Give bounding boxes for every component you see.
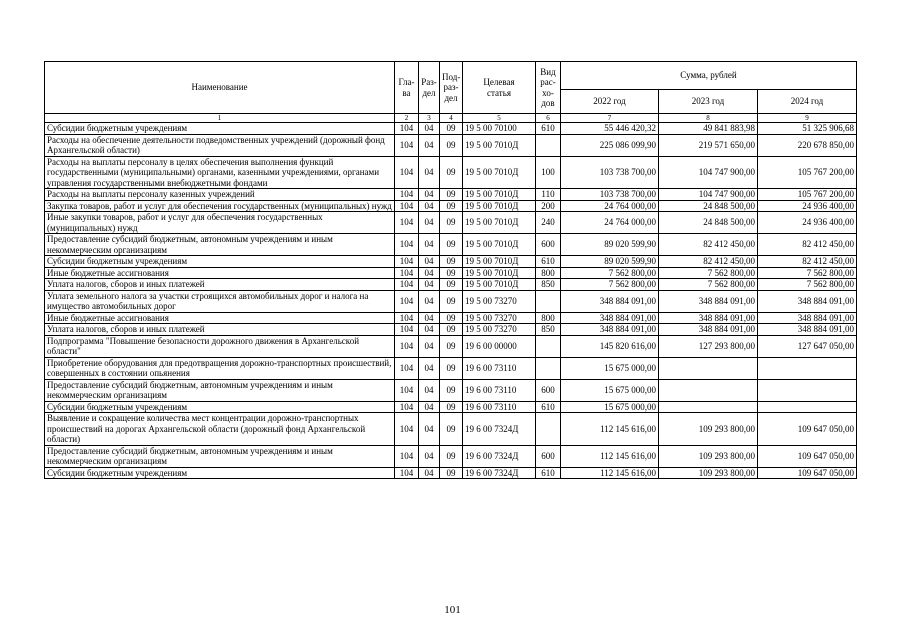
row-glava: 104 (395, 267, 419, 279)
row-glava: 104 (395, 324, 419, 336)
row-vid-rashodov: 240 (536, 212, 561, 234)
row-name: Предоставление субсидий бюджетным, автономным учреждениям и иным некоммерческим организациям (45, 234, 395, 256)
row-razdel: 04 (419, 189, 440, 201)
row-name: Субсидии бюджетным учреждениям (45, 123, 395, 135)
row-name: Расходы на выплаты персоналу в целях обеспечения выполнения функций государственными (муниципальными) органами, казенными учреждениями, органами управления государственными внебюджетными фондами (45, 156, 395, 189)
table-row (45, 256, 857, 268)
row-glava: 104 (395, 290, 419, 312)
table-row (45, 134, 857, 156)
table-row (45, 335, 857, 357)
row-glava: 104 (395, 256, 419, 268)
column-number: 6 (536, 114, 561, 123)
row-sum-2024: 24 936 400,00 (758, 200, 857, 212)
table-row (45, 123, 857, 135)
row-vid-rashodov: 110 (536, 189, 561, 201)
row-sum-2023: 109 293 800,00 (659, 445, 758, 467)
table-row (45, 234, 857, 256)
table-row (45, 324, 857, 336)
header-year-2024: 2024 год (758, 90, 857, 114)
row-sum-2022: 112 145 616,00 (561, 467, 659, 479)
row-podrazdel: 09 (440, 267, 463, 279)
row-podrazdel: 09 (440, 312, 463, 324)
row-razdel: 04 (419, 401, 440, 413)
header-vid-rashodov: Вид рас- хо- дов (536, 62, 561, 114)
row-celevaya-statya: 19 5 00 7010Д (463, 279, 536, 291)
row-celevaya-statya: 19 6 00 00000 (463, 335, 536, 357)
row-razdel: 04 (419, 279, 440, 291)
row-glava: 104 (395, 413, 419, 446)
row-razdel: 04 (419, 379, 440, 401)
table-row (45, 212, 857, 234)
row-podrazdel: 09 (440, 445, 463, 467)
row-razdel: 04 (419, 445, 440, 467)
row-name: Субсидии бюджетным учреждениям (45, 401, 395, 413)
row-celevaya-statya: 19 6 00 73110 (463, 357, 536, 379)
row-vid-rashodov (536, 335, 561, 357)
column-number: 9 (758, 114, 857, 123)
row-podrazdel: 09 (440, 290, 463, 312)
header-razdel: Раз- дел (419, 62, 440, 114)
row-podrazdel: 09 (440, 234, 463, 256)
row-vid-rashodov: 800 (536, 312, 561, 324)
row-sum-2022: 89 020 599,90 (561, 256, 659, 268)
table-row (45, 467, 857, 479)
row-sum-2022: 15 675 000,00 (561, 357, 659, 379)
row-celevaya-statya: 19 5 00 7010Д (463, 156, 536, 189)
row-sum-2024: 109 647 050,00 (758, 467, 857, 479)
row-sum-2024: 82 412 450,00 (758, 256, 857, 268)
row-razdel: 04 (419, 413, 440, 446)
row-glava: 104 (395, 335, 419, 357)
row-razdel: 04 (419, 290, 440, 312)
row-sum-2022: 112 145 616,00 (561, 445, 659, 467)
row-name: Подпрограмма "Повышение безопасности дорожного движения в Архангельской области" (45, 335, 395, 357)
row-vid-rashodov: 600 (536, 445, 561, 467)
row-podrazdel: 09 (440, 379, 463, 401)
row-celevaya-statya: 19 5 00 7010Д (463, 212, 536, 234)
row-sum-2023 (659, 379, 758, 401)
table-row (45, 445, 857, 467)
row-podrazdel: 09 (440, 324, 463, 336)
row-sum-2023: 109 293 800,00 (659, 467, 758, 479)
row-name: Закупка товаров, работ и услуг для обеспечения государственных (муниципальных) нужд (45, 200, 395, 212)
row-name: Уплата налогов, сборов и иных платежей (45, 324, 395, 336)
row-podrazdel: 09 (440, 413, 463, 446)
row-razdel: 04 (419, 324, 440, 336)
row-celevaya-statya: 19 6 00 73110 (463, 379, 536, 401)
row-sum-2023 (659, 357, 758, 379)
row-glava: 104 (395, 200, 419, 212)
table-row (45, 156, 857, 189)
header-celevaya-statya: Целевая статья (463, 62, 536, 114)
header-podrazdel: Под- раз- дел (440, 62, 463, 114)
row-celevaya-statya: 19 5 00 7010Д (463, 267, 536, 279)
row-sum-2024: 105 767 200,00 (758, 156, 857, 189)
row-sum-2024: 109 647 050,00 (758, 413, 857, 446)
budget-table (44, 61, 857, 479)
row-sum-2024: 127 647 050,00 (758, 335, 857, 357)
row-glava: 104 (395, 379, 419, 401)
row-sum-2023: 24 848 500,00 (659, 200, 758, 212)
row-celevaya-statya: 19 5 00 7010Д (463, 189, 536, 201)
row-name: Расходы на выплаты персоналу казенных учреждений (45, 189, 395, 201)
row-sum-2023: 104 747 900,00 (659, 156, 758, 189)
row-celevaya-statya: 19 6 00 7324Д (463, 413, 536, 446)
row-sum-2024: 24 936 400,00 (758, 212, 857, 234)
row-podrazdel: 09 (440, 212, 463, 234)
row-podrazdel: 09 (440, 156, 463, 189)
row-sum-2024: 105 767 200,00 (758, 189, 857, 201)
row-sum-2024: 7 562 800,00 (758, 267, 857, 279)
row-glava: 104 (395, 212, 419, 234)
table-row (45, 357, 857, 379)
row-podrazdel: 09 (440, 335, 463, 357)
row-podrazdel: 09 (440, 467, 463, 479)
column-number: 1 (45, 114, 395, 123)
row-sum-2023: 7 562 800,00 (659, 267, 758, 279)
row-sum-2022: 348 884 091,00 (561, 290, 659, 312)
row-sum-2023: 348 884 091,00 (659, 324, 758, 336)
row-sum-2022: 7 562 800,00 (561, 267, 659, 279)
row-razdel: 04 (419, 357, 440, 379)
row-vid-rashodov: 200 (536, 200, 561, 212)
row-razdel: 04 (419, 212, 440, 234)
row-podrazdel: 09 (440, 200, 463, 212)
row-name: Иные бюджетные ассигнования (45, 312, 395, 324)
row-vid-rashodov: 610 (536, 256, 561, 268)
row-sum-2022: 89 020 599,90 (561, 234, 659, 256)
row-sum-2022: 24 764 000,00 (561, 212, 659, 234)
row-glava: 104 (395, 189, 419, 201)
row-celevaya-statya: 19 6 00 7324Д (463, 467, 536, 479)
row-sum-2024 (758, 357, 857, 379)
page-number: 101 (444, 604, 461, 616)
row-celevaya-statya: 19 5 00 7010Д (463, 256, 536, 268)
row-sum-2024 (758, 379, 857, 401)
row-razdel: 04 (419, 156, 440, 189)
row-name: Иные закупки товаров, работ и услуг для обеспечения государственных (муниципальных) нужд (45, 212, 395, 234)
row-podrazdel: 09 (440, 189, 463, 201)
row-podrazdel: 09 (440, 134, 463, 156)
table-row (45, 200, 857, 212)
row-razdel: 04 (419, 467, 440, 479)
table-row (45, 290, 857, 312)
row-vid-rashodov: 100 (536, 156, 561, 189)
row-sum-2022: 7 562 800,00 (561, 279, 659, 291)
row-vid-rashodov: 800 (536, 267, 561, 279)
row-sum-2023: 348 884 091,00 (659, 312, 758, 324)
row-sum-2023: 219 571 650,00 (659, 134, 758, 156)
header-year-2023: 2023 год (659, 90, 758, 114)
column-number: 4 (440, 114, 463, 123)
row-razdel: 04 (419, 123, 440, 135)
column-number: 3 (419, 114, 440, 123)
table-row (45, 312, 857, 324)
row-glava: 104 (395, 156, 419, 189)
row-celevaya-statya: 19 5 00 7010Д (463, 234, 536, 256)
row-glava: 104 (395, 357, 419, 379)
row-vid-rashodov (536, 290, 561, 312)
header-year-2022: 2022 год (561, 90, 659, 114)
row-name: Предоставление субсидий бюджетным, автономным учреждениям и иным некоммерческим организациям (45, 445, 395, 467)
row-podrazdel: 09 (440, 256, 463, 268)
row-celevaya-statya: 19 5 00 73270 (463, 324, 536, 336)
row-glava: 104 (395, 279, 419, 291)
row-razdel: 04 (419, 200, 440, 212)
row-sum-2022: 225 086 099,90 (561, 134, 659, 156)
row-sum-2023: 49 841 883,98 (659, 123, 758, 135)
row-sum-2022: 103 738 700,00 (561, 156, 659, 189)
table-row (45, 413, 857, 446)
table-row (45, 279, 857, 291)
row-sum-2022: 348 884 091,00 (561, 312, 659, 324)
row-sum-2022: 103 738 700,00 (561, 189, 659, 201)
table-row (45, 379, 857, 401)
column-number: 5 (463, 114, 536, 123)
header-glava: Гла- ва (395, 62, 419, 114)
row-vid-rashodov: 600 (536, 379, 561, 401)
row-sum-2023: 104 747 900,00 (659, 189, 758, 201)
row-name: Предоставление субсидий бюджетным, автономным учреждениям и иным некоммерческим организациям (45, 379, 395, 401)
header-name: Наименование (45, 62, 395, 114)
row-name: Выявление и сокращение количества мест концентрации дорожно-транспортных происшествий на дорогах Архангельской области (дорожный фонд Архангельской области) (45, 413, 395, 446)
row-celevaya-statya: 19 6 00 7324Д (463, 445, 536, 467)
row-sum-2024: 51 325 906,68 (758, 123, 857, 135)
row-vid-rashodov: 610 (536, 401, 561, 413)
row-sum-2024: 348 884 091,00 (758, 290, 857, 312)
row-sum-2024: 82 412 450,00 (758, 234, 857, 256)
row-vid-rashodov (536, 134, 561, 156)
row-glava: 104 (395, 234, 419, 256)
column-number-row (45, 114, 857, 123)
row-celevaya-statya: 19 5 00 7010Д (463, 200, 536, 212)
header-summa: Сумма, рублей (561, 62, 857, 90)
row-sum-2022: 55 446 420,32 (561, 123, 659, 135)
row-sum-2022: 145 820 616,00 (561, 335, 659, 357)
row-sum-2023: 82 412 450,00 (659, 234, 758, 256)
row-sum-2022: 112 145 616,00 (561, 413, 659, 446)
row-vid-rashodov (536, 413, 561, 446)
row-sum-2022: 24 764 000,00 (561, 200, 659, 212)
row-celevaya-statya: 19 5 00 7010Д (463, 134, 536, 156)
row-podrazdel: 09 (440, 123, 463, 135)
column-number: 8 (659, 114, 758, 123)
row-podrazdel: 09 (440, 357, 463, 379)
row-vid-rashodov (536, 357, 561, 379)
row-sum-2023: 348 884 091,00 (659, 290, 758, 312)
row-vid-rashodov: 610 (536, 123, 561, 135)
row-name: Приобретение оборудования для предотвращения дорожно-транспортных происшествий, совершенных в состоянии опьянения (45, 357, 395, 379)
row-glava: 104 (395, 467, 419, 479)
row-vid-rashodov: 850 (536, 279, 561, 291)
row-name: Субсидии бюджетным учреждениям (45, 467, 395, 479)
row-glava: 104 (395, 401, 419, 413)
row-celevaya-statya: 19 5 00 73270 (463, 312, 536, 324)
row-glava: 104 (395, 123, 419, 135)
row-vid-rashodov: 610 (536, 467, 561, 479)
row-name: Субсидии бюджетным учреждениям (45, 256, 395, 268)
row-celevaya-statya: 19 6 00 73110 (463, 401, 536, 413)
column-number: 7 (561, 114, 659, 123)
row-sum-2023 (659, 401, 758, 413)
row-razdel: 04 (419, 256, 440, 268)
row-name: Уплата земельного налога за участки строящихся автомобильных дорог и налога на имущество автомобильных дорог (45, 290, 395, 312)
row-sum-2022: 15 675 000,00 (561, 379, 659, 401)
row-name: Уплата налогов, сборов и иных платежей (45, 279, 395, 291)
row-podrazdel: 09 (440, 401, 463, 413)
row-sum-2024: 348 884 091,00 (758, 324, 857, 336)
row-glava: 104 (395, 312, 419, 324)
row-podrazdel: 09 (440, 279, 463, 291)
row-sum-2023: 109 293 800,00 (659, 413, 758, 446)
row-name: Иные бюджетные ассигнования (45, 267, 395, 279)
table-body (45, 123, 857, 479)
row-razdel: 04 (419, 335, 440, 357)
row-celevaya-statya: 19 5 00 73270 (463, 290, 536, 312)
row-celevaya-statya: 19 5 00 70100 (463, 123, 536, 135)
row-razdel: 04 (419, 267, 440, 279)
row-glava: 104 (395, 445, 419, 467)
row-glava: 104 (395, 134, 419, 156)
row-sum-2023: 24 848 500,00 (659, 212, 758, 234)
row-sum-2024: 109 647 050,00 (758, 445, 857, 467)
row-sum-2023: 82 412 450,00 (659, 256, 758, 268)
row-vid-rashodov: 600 (536, 234, 561, 256)
row-razdel: 04 (419, 134, 440, 156)
row-sum-2024: 348 884 091,00 (758, 312, 857, 324)
row-sum-2022: 348 884 091,00 (561, 324, 659, 336)
row-name: Расходы на обеспечение деятельности подведомственных учреждений (дорожный фонд Архангельской области) (45, 134, 395, 156)
row-sum-2024: 7 562 800,00 (758, 279, 857, 291)
row-sum-2024: 220 678 850,00 (758, 134, 857, 156)
row-sum-2023: 127 293 800,00 (659, 335, 758, 357)
row-sum-2022: 15 675 000,00 (561, 401, 659, 413)
table-row (45, 189, 857, 201)
row-vid-rashodov: 850 (536, 324, 561, 336)
row-razdel: 04 (419, 312, 440, 324)
row-sum-2024 (758, 401, 857, 413)
column-number: 2 (395, 114, 419, 123)
table-row (45, 267, 857, 279)
row-razdel: 04 (419, 234, 440, 256)
row-sum-2023: 7 562 800,00 (659, 279, 758, 291)
table-row (45, 401, 857, 413)
